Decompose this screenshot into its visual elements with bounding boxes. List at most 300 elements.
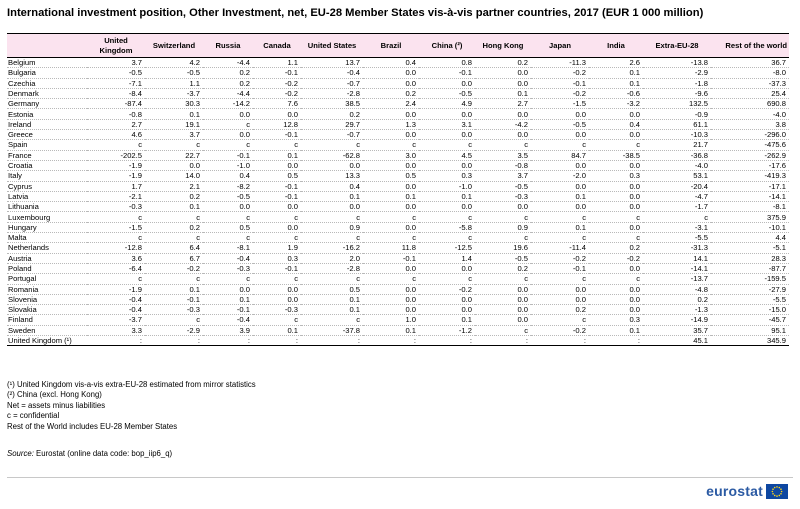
table-cell: -16.2 xyxy=(301,243,363,253)
table-cell: 0.0 xyxy=(363,160,419,170)
table-cell: -8.1 xyxy=(711,202,789,212)
table-cell: 0.0 xyxy=(419,160,475,170)
table-cell: 14.0 xyxy=(145,171,203,181)
table-row xyxy=(7,171,789,181)
table-cell: 45.1 xyxy=(643,336,711,346)
table-cell: -8.0 xyxy=(711,68,789,78)
table-cell: 0.2 xyxy=(145,191,203,201)
table-cell: -1.9 xyxy=(87,171,145,181)
table-cell: -0.5 xyxy=(203,191,253,201)
table-cell: -1.0 xyxy=(203,160,253,170)
table-row xyxy=(7,58,789,68)
table-cell: c xyxy=(253,274,301,284)
table-row xyxy=(7,336,789,346)
table-cell: 0.0 xyxy=(531,294,589,304)
table-cell: -0.3 xyxy=(145,305,203,315)
table-cell: 0.0 xyxy=(475,109,531,119)
table-cell: 0.0 xyxy=(589,202,643,212)
table-cell: 3.0 xyxy=(363,150,419,160)
table-cell: c xyxy=(531,212,589,222)
table-cell: c xyxy=(87,274,145,284)
table-cell: : xyxy=(87,336,145,346)
row-label: Croatia xyxy=(7,160,87,170)
table-cell: -0.5 xyxy=(475,253,531,263)
table-cell: 13.3 xyxy=(301,171,363,181)
table-cell: 0.1 xyxy=(203,294,253,304)
table-cell: -0.4 xyxy=(87,305,145,315)
flag-star xyxy=(774,486,776,488)
table-cell: 0.0 xyxy=(475,315,531,325)
table-cell: -2.8 xyxy=(301,88,363,98)
table-cell: 0.2 xyxy=(589,243,643,253)
table-cell: 0.1 xyxy=(531,191,589,201)
table-cell: c xyxy=(253,140,301,150)
table-cell: -1.0 xyxy=(419,181,475,191)
table-cell: -14.1 xyxy=(643,263,711,273)
footnotes xyxy=(7,380,256,432)
table-cell: 53.1 xyxy=(643,171,711,181)
table-cell: 0.1 xyxy=(589,325,643,335)
table-cell: 0.0 xyxy=(589,263,643,273)
row-label: Ireland xyxy=(7,119,87,129)
table-cell: c xyxy=(87,140,145,150)
table-cell: -0.2 xyxy=(419,284,475,294)
table-cell: 0.0 xyxy=(475,294,531,304)
table-cell: c xyxy=(643,212,711,222)
row-label: Lithuania xyxy=(7,202,87,212)
column-header: Switzerland xyxy=(145,34,203,58)
source-text: Eurostat (online data code: bop_iip6_q) xyxy=(36,449,173,458)
row-label: Romania xyxy=(7,284,87,294)
table-cell: -5.5 xyxy=(711,294,789,304)
column-header: China (²) xyxy=(419,34,475,58)
row-label: Slovenia xyxy=(7,294,87,304)
table-cell: 0.0 xyxy=(363,305,419,315)
table-cell: c xyxy=(589,233,643,243)
table-cell: 21.7 xyxy=(643,140,711,150)
table-cell: 11.8 xyxy=(363,243,419,253)
table-cell: 0.0 xyxy=(419,294,475,304)
table-cell: -0.1 xyxy=(531,263,589,273)
table-cell: -14.2 xyxy=(203,99,253,109)
table-cell: 95.1 xyxy=(711,325,789,335)
table-cell: 0.8 xyxy=(419,58,475,68)
table-cell: -11.3 xyxy=(531,58,589,68)
table-row xyxy=(7,88,789,98)
table-cell: 0.0 xyxy=(419,78,475,88)
table-cell: 0.1 xyxy=(475,88,531,98)
table-cell: 0.1 xyxy=(253,150,301,160)
table-cell: 0.0 xyxy=(363,130,419,140)
table-cell: -0.7 xyxy=(301,130,363,140)
table-cell: c xyxy=(145,233,203,243)
table-cell: 0.0 xyxy=(363,109,419,119)
table-cell: 0.4 xyxy=(203,171,253,181)
table-cell: 0.1 xyxy=(531,222,589,232)
table-cell: -1.5 xyxy=(87,222,145,232)
table-cell: 0.4 xyxy=(301,181,363,191)
column-header: Canada xyxy=(253,34,301,58)
table-cell: 38.5 xyxy=(301,99,363,109)
table-cell: 0.1 xyxy=(145,109,203,119)
table-cell: 0.0 xyxy=(475,78,531,88)
table-cell: 0.1 xyxy=(363,325,419,335)
table-cell: -4.7 xyxy=(643,191,711,201)
table-cell: -10.1 xyxy=(711,222,789,232)
table-cell: c xyxy=(301,212,363,222)
table-cell: -8.2 xyxy=(203,181,253,191)
table-row xyxy=(7,284,789,294)
table-cell: c xyxy=(589,140,643,150)
table-cell: -4.0 xyxy=(643,160,711,170)
table-cell: c xyxy=(363,212,419,222)
table-cell: 0.0 xyxy=(203,284,253,294)
table-cell: 3.9 xyxy=(203,325,253,335)
table-cell: 0.0 xyxy=(531,130,589,140)
row-label: Cyprus xyxy=(7,181,87,191)
table-cell: -7.1 xyxy=(87,78,145,88)
table-cell: 12.8 xyxy=(253,119,301,129)
row-label: Denmark xyxy=(7,88,87,98)
table-cell: -87.7 xyxy=(711,263,789,273)
table-cell: 3.5 xyxy=(475,150,531,160)
table-cell: -0.2 xyxy=(531,68,589,78)
table-cell: -0.1 xyxy=(531,78,589,88)
table-cell: 3.6 xyxy=(87,253,145,263)
table-cell: 0.0 xyxy=(253,109,301,119)
table-cell: -0.8 xyxy=(475,160,531,170)
table-cell: 0.0 xyxy=(475,202,531,212)
table-cell: 375.9 xyxy=(711,212,789,222)
table-cell: 0.0 xyxy=(363,78,419,88)
table-cell: c xyxy=(145,140,203,150)
table-cell: -0.1 xyxy=(253,130,301,140)
table-cell: -1.7 xyxy=(643,202,711,212)
table-cell: 0.0 xyxy=(589,160,643,170)
table-cell: -3.1 xyxy=(643,222,711,232)
table-cell: 3.3 xyxy=(87,325,145,335)
table-cell: -0.8 xyxy=(87,109,145,119)
table-cell: 0.0 xyxy=(531,109,589,119)
table-cell: 0.0 xyxy=(419,305,475,315)
table-cell: -3.7 xyxy=(145,88,203,98)
table-cell: c xyxy=(475,325,531,335)
table-cell: -2.8 xyxy=(301,263,363,273)
table-cell: -0.4 xyxy=(87,294,145,304)
table-cell: 0.2 xyxy=(301,109,363,119)
table-cell: -1.8 xyxy=(643,78,711,88)
table-row xyxy=(7,325,789,335)
table-cell: -37.3 xyxy=(711,78,789,88)
table-cell: 0.0 xyxy=(589,284,643,294)
table-cell: c xyxy=(145,315,203,325)
table-cell: 61.1 xyxy=(643,119,711,129)
table-cell: 0.0 xyxy=(531,181,589,191)
table-row xyxy=(7,294,789,304)
table-cell: 0.0 xyxy=(253,160,301,170)
table-cell: 0.0 xyxy=(203,130,253,140)
table-row xyxy=(7,253,789,263)
table-cell: -475.6 xyxy=(711,140,789,150)
table-cell: 0.0 xyxy=(419,109,475,119)
table-cell: 3.7 xyxy=(475,171,531,181)
table-cell: 0.3 xyxy=(589,315,643,325)
table-row xyxy=(7,181,789,191)
table-cell: c xyxy=(253,233,301,243)
table-cell: -0.1 xyxy=(203,305,253,315)
table-cell: -4.4 xyxy=(203,88,253,98)
table-cell: -20.4 xyxy=(643,181,711,191)
table-row xyxy=(7,191,789,201)
table-cell: 4.6 xyxy=(87,130,145,140)
table-cell: c xyxy=(475,274,531,284)
table-cell: -202.5 xyxy=(87,150,145,160)
table-cell: 0.0 xyxy=(203,109,253,119)
table-cell: -0.5 xyxy=(145,68,203,78)
table-cell: 0.0 xyxy=(203,202,253,212)
table-cell: 0.1 xyxy=(419,191,475,201)
table-cell: 36.7 xyxy=(711,58,789,68)
table-row xyxy=(7,233,789,243)
table-row xyxy=(7,140,789,150)
table-cell: c xyxy=(589,212,643,222)
table-cell: : xyxy=(145,336,203,346)
table-cell: -0.2 xyxy=(589,253,643,263)
table-cell: : xyxy=(589,336,643,346)
table-cell: c xyxy=(87,233,145,243)
table-row xyxy=(7,150,789,160)
table-cell: -37.8 xyxy=(301,325,363,335)
table-cell: -4.0 xyxy=(711,109,789,119)
table-row xyxy=(7,274,789,284)
table-cell: c xyxy=(145,212,203,222)
column-header: Japan xyxy=(531,34,589,58)
table-cell: 0.1 xyxy=(589,78,643,88)
footnote: (¹) United Kingdom vis-a-vis extra-EU-28 estimated from mirror statistics xyxy=(7,380,256,389)
table-cell: 0.1 xyxy=(301,305,363,315)
table-cell: 4.2 xyxy=(145,58,203,68)
table-cell: c xyxy=(531,315,589,325)
table-cell: -0.7 xyxy=(301,78,363,88)
table-cell: c xyxy=(301,233,363,243)
table-row xyxy=(7,68,789,78)
page-title: International investment position, Other Investment, net, EU-28 Member States vis-à-vis partner countries, 2017 (EUR 1 000 million) xyxy=(7,7,704,19)
table-cell: : xyxy=(301,336,363,346)
row-label: Finland xyxy=(7,315,87,325)
table-cell: 0.0 xyxy=(531,160,589,170)
table-cell: 0.0 xyxy=(363,284,419,294)
table-cell: -14.1 xyxy=(711,191,789,201)
column-header: India xyxy=(589,34,643,58)
table-cell: c xyxy=(203,212,253,222)
table-cell: 25.4 xyxy=(711,88,789,98)
table-cell: -1.2 xyxy=(419,325,475,335)
table-cell: 0.0 xyxy=(475,130,531,140)
table-cell: -2.1 xyxy=(87,191,145,201)
table-cell: c xyxy=(475,212,531,222)
footnote: Rest of the World includes EU-28 Member States xyxy=(7,421,178,431)
column-header: Rest of the world xyxy=(711,34,789,58)
table-cell: -0.2 xyxy=(253,78,301,88)
table-cell: : xyxy=(475,336,531,346)
table-cell: c xyxy=(531,233,589,243)
table-cell: -0.2 xyxy=(531,253,589,263)
table-cell: -0.9 xyxy=(643,109,711,119)
table-cell: -10.3 xyxy=(643,130,711,140)
table-cell: : xyxy=(253,336,301,346)
table-cell: 0.1 xyxy=(419,315,475,325)
table-cell: 0.0 xyxy=(363,202,419,212)
table-cell: 1.4 xyxy=(419,253,475,263)
table-cell: -262.9 xyxy=(711,150,789,160)
table-cell: 0.9 xyxy=(475,222,531,232)
table-cell: -3.2 xyxy=(589,99,643,109)
table-cell: 1.9 xyxy=(253,243,301,253)
table-cell: -1.9 xyxy=(87,160,145,170)
table-cell: 0.0 xyxy=(589,109,643,119)
table-cell: 0.0 xyxy=(301,160,363,170)
flag-star xyxy=(774,494,776,496)
table-cell: 0.2 xyxy=(531,305,589,315)
table-cell: 4.5 xyxy=(419,150,475,160)
table-cell: 0.1 xyxy=(145,284,203,294)
column-header: United States xyxy=(301,34,363,58)
table-cell: -3.7 xyxy=(87,315,145,325)
table-row xyxy=(7,130,789,140)
table-cell: : xyxy=(531,336,589,346)
row-label: Luxembourg xyxy=(7,212,87,222)
table-cell: c xyxy=(419,140,475,150)
table-cell: -0.4 xyxy=(203,315,253,325)
table-row xyxy=(7,99,789,109)
flag-star xyxy=(781,490,783,492)
row-label: United Kingdom (¹) xyxy=(7,336,87,346)
table-cell: -9.6 xyxy=(643,88,711,98)
row-label: Estonia xyxy=(7,109,87,119)
table-cell: c xyxy=(87,212,145,222)
table-cell: -15.0 xyxy=(711,305,789,315)
row-label: Czechia xyxy=(7,78,87,88)
table-cell: 0.1 xyxy=(363,191,419,201)
table-body xyxy=(7,58,789,346)
table-cell: -0.3 xyxy=(253,305,301,315)
table-cell: -12.8 xyxy=(87,243,145,253)
table-row xyxy=(7,119,789,129)
column-header: Hong Kong xyxy=(475,34,531,58)
table-cell: -0.1 xyxy=(253,263,301,273)
table-cell: 3.7 xyxy=(87,58,145,68)
table-cell: -5.1 xyxy=(711,243,789,253)
table-cell: 0.0 xyxy=(419,263,475,273)
table-cell: -4.8 xyxy=(643,284,711,294)
table-cell: 0.0 xyxy=(589,130,643,140)
table-cell: : xyxy=(419,336,475,346)
table-cell: 0.1 xyxy=(253,325,301,335)
table-cell: -13.7 xyxy=(643,274,711,284)
table-cell: 0.0 xyxy=(253,294,301,304)
row-label: Portugal xyxy=(7,274,87,284)
table-cell: 2.1 xyxy=(145,181,203,191)
table-cell: -17.1 xyxy=(711,181,789,191)
table-cell: c xyxy=(301,140,363,150)
table-cell: 0.0 xyxy=(253,284,301,294)
row-label: Germany xyxy=(7,99,87,109)
table-cell: 1.1 xyxy=(253,58,301,68)
table-cell: 1.7 xyxy=(87,181,145,191)
footnote: c = confidential xyxy=(7,411,60,421)
table-cell: 0.0 xyxy=(301,202,363,212)
table-cell: 345.9 xyxy=(711,336,789,346)
table-cell: 2.7 xyxy=(475,99,531,109)
table-cell: 0.0 xyxy=(419,130,475,140)
row-label: Netherlands xyxy=(7,243,87,253)
table-cell: 0.4 xyxy=(589,119,643,129)
table-cell: 0.0 xyxy=(363,68,419,78)
table-cell: -13.8 xyxy=(643,58,711,68)
row-label: Sweden xyxy=(7,325,87,335)
table-cell: 0.5 xyxy=(253,171,301,181)
table-cell: c xyxy=(363,274,419,284)
table-cell: -1.5 xyxy=(531,99,589,109)
source-label: Source: xyxy=(7,449,34,458)
row-label: Austria xyxy=(7,253,87,263)
table-cell: 2.4 xyxy=(363,99,419,109)
table-cell: -0.1 xyxy=(253,68,301,78)
table-cell: -8.1 xyxy=(203,243,253,253)
table-cell: -0.2 xyxy=(531,325,589,335)
table-cell: -0.1 xyxy=(145,294,203,304)
table-cell: 35.7 xyxy=(643,325,711,335)
column-header: Brazil xyxy=(363,34,419,58)
table-cell: 3.1 xyxy=(419,119,475,129)
footnote: (²) China (excl. Hong Kong) xyxy=(7,390,102,400)
table-cell: 0.0 xyxy=(531,202,589,212)
table-cell: -0.1 xyxy=(419,68,475,78)
table-cell: -5.8 xyxy=(419,222,475,232)
table-cell: 0.4 xyxy=(363,58,419,68)
table-cell: -0.3 xyxy=(475,191,531,201)
column-header: Extra-EU-28 xyxy=(643,34,711,58)
table-cell: -296.0 xyxy=(711,130,789,140)
table-cell: -0.5 xyxy=(87,68,145,78)
table-cell: 0.0 xyxy=(589,181,643,191)
table-cell: -419.3 xyxy=(711,171,789,181)
table-cell: 6.4 xyxy=(145,243,203,253)
table-cell: -0.3 xyxy=(203,263,253,273)
footnote: Net = assets minus liabilities xyxy=(7,400,106,410)
table-cell: -0.4 xyxy=(203,253,253,263)
row-label: Slovakia xyxy=(7,305,87,315)
table-cell: 0.0 xyxy=(589,305,643,315)
table-cell: -0.2 xyxy=(531,88,589,98)
table-cell: 0.3 xyxy=(419,171,475,181)
table-cell: 2.6 xyxy=(589,58,643,68)
table-cell: -1.3 xyxy=(643,305,711,315)
table-cell: -0.6 xyxy=(589,88,643,98)
table-cell: 1.1 xyxy=(145,78,203,88)
table-cell: 3.7 xyxy=(145,130,203,140)
table-cell: 690.8 xyxy=(711,99,789,109)
table-cell: 0.0 xyxy=(145,160,203,170)
table-cell: 0.2 xyxy=(363,88,419,98)
flag-star xyxy=(772,488,774,490)
table-cell: 29.7 xyxy=(301,119,363,129)
table-row xyxy=(7,160,789,170)
table-cell: 0.5 xyxy=(301,284,363,294)
table-cell: -0.3 xyxy=(87,202,145,212)
column-header-country xyxy=(7,34,87,58)
table-cell: c xyxy=(203,140,253,150)
